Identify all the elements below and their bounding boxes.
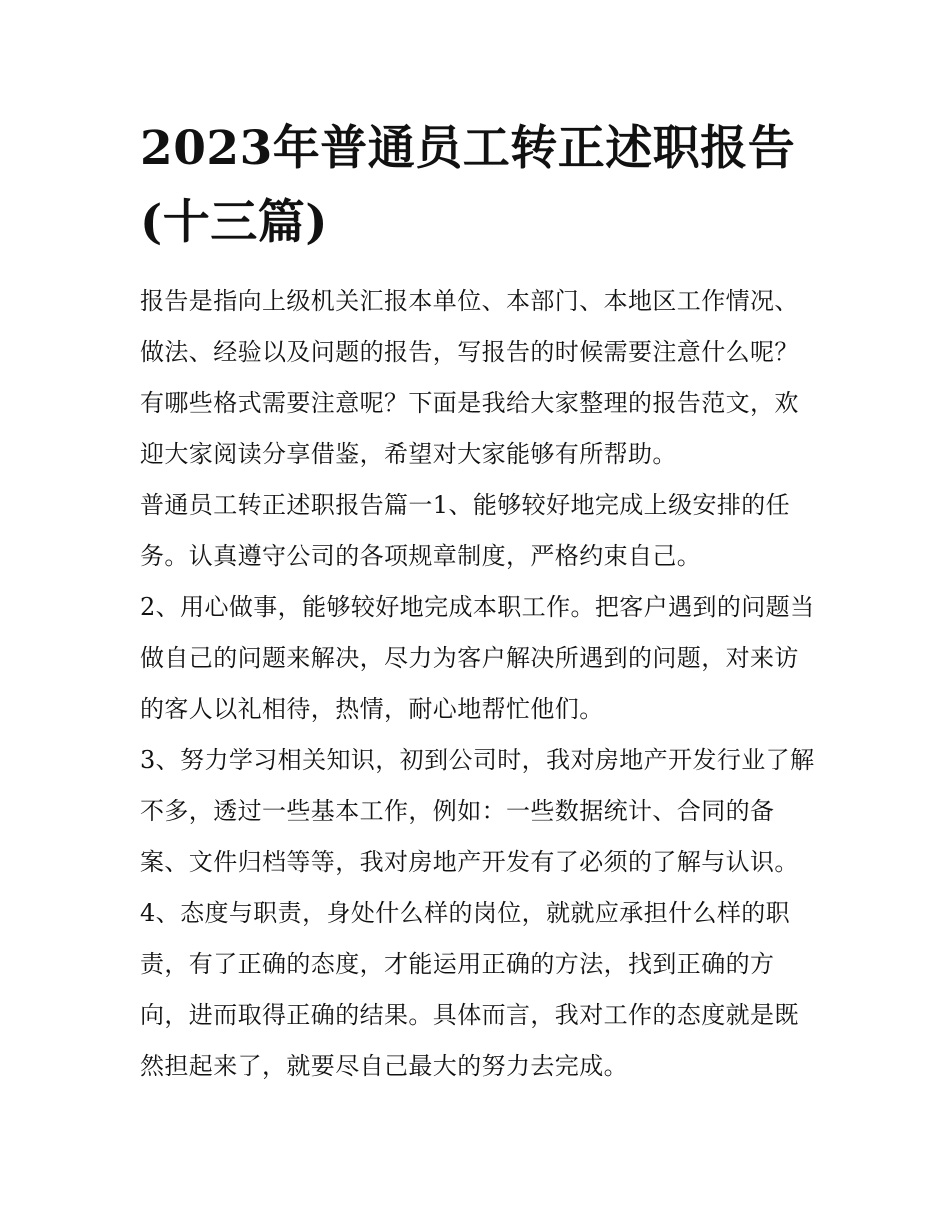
paragraph-item-1: 普通员工转正述职报告篇一1、能够较好地完成上级安排的任务。认真遵守公司的各项规章制度，严格约束自己。 bbox=[140, 491, 791, 570]
paragraph-intro: 报告是指向上级机关汇报本单位、本部门、本地区工作情况、做法、经验以及问题的报告，写报告的时候需要注意什么呢？有哪些格式需要注意呢？下面是我给大家整理的报告范文，欢迎大家阅读分享借鉴，希望对大家能够有所帮助。 bbox=[140, 287, 799, 468]
page-title: 2023年普通员工转正述职报告(十三篇) bbox=[140, 121, 796, 250]
paragraph-item-3: 3、努力学习相关知识，初到公司时，我对房地产开发行业了解不多，透过一些基本工作，例如：一些数据统计、合同的备案、文件归档等等，我对房地产开发有了必须的了解与认识。 bbox=[140, 746, 815, 876]
paragraph-item-4: 4、态度与职责，身处什么样的岗位，就就应承担什么样的职责，有了正确的态度，才能运用正确的方法，找到正确的方向，进而取得正确的结果。具体而言，我对工作的态度就是既然担起来了，就要尽自己最大的努力去完成。 bbox=[140, 899, 799, 1080]
document-body bbox=[140, 276, 815, 1092]
paragraph-item-2: 2、用心做事，能够较好地完成本职工作。把客户遇到的问题当做自己的问题来解决，尽力为客户解决所遇到的问题，对来访的客人以礼相待，热情，耐心地帮忙他们。 bbox=[140, 593, 815, 723]
